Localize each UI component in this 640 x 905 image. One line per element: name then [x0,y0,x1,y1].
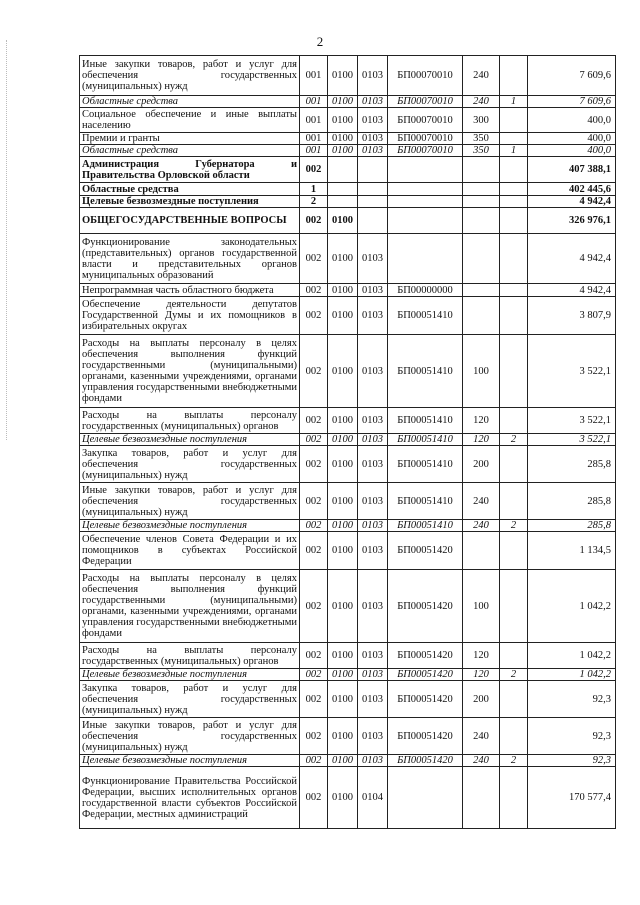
row-code-cell-c2: 0100 [328,643,358,669]
row-code-cell-c3: 0103 [358,96,388,108]
row-code-cell-c1: 002 [300,234,328,284]
row-code-cell-c3 [358,208,388,234]
row-code-cell-c1: 2 [300,196,328,208]
row-code-cell-c1: 002 [300,297,328,335]
row-code-cell-c5 [463,767,500,829]
row-code-cell-c2: 0100 [328,718,358,755]
row-code-cell-c2: 0100 [328,56,358,96]
table-row [80,718,616,755]
row-code-cell-c5 [463,297,500,335]
row-name-cell: Расходы на выплаты персоналу государственных (муниципальных) органов [80,408,300,434]
row-code-cell-c3: 0103 [358,643,388,669]
row-amount-cell: 1 042,2 [528,643,616,669]
table-row [80,133,616,145]
row-code-cell-c3: 0103 [358,434,388,446]
row-code-cell-c3: 0103 [358,446,388,483]
row-code-cell-c3: 0103 [358,56,388,96]
row-code-cell-c1: 002 [300,208,328,234]
row-code-cell-c4 [388,767,463,829]
row-code-cell-c5: 100 [463,570,500,643]
row-code-cell-c1: 002 [300,767,328,829]
table-row [80,681,616,718]
row-code-cell-c2: 0100 [328,133,358,145]
row-code-cell-c3: 0103 [358,532,388,570]
table-row [80,284,616,297]
table-row [80,434,616,446]
row-code-cell-c4: БП00051420 [388,532,463,570]
row-code-cell-c1: 002 [300,520,328,532]
row-name-cell: Закупка товаров, работ и услуг для обеспечения государственных (муниципальных) нужд [80,681,300,718]
table-row [80,335,616,408]
row-code-cell-c6 [500,532,528,570]
row-amount-cell: 92,3 [528,755,616,767]
row-code-cell-c5: 350 [463,133,500,145]
row-amount-cell: 4 942,4 [528,284,616,297]
row-code-cell-c1: 002 [300,669,328,681]
row-name-cell: Премии и гранты [80,133,300,145]
table-row [80,483,616,520]
row-code-cell-c4: БП00070010 [388,96,463,108]
row-amount-cell: 4 942,4 [528,196,616,208]
row-code-cell-c5 [463,183,500,196]
row-code-cell-c2: 0100 [328,284,358,297]
row-code-cell-c6 [500,483,528,520]
row-code-cell-c1: 002 [300,408,328,434]
row-code-cell-c4: БП00070010 [388,133,463,145]
row-amount-cell: 400,0 [528,108,616,133]
row-code-cell-c6: 2 [500,669,528,681]
row-amount-cell: 400,0 [528,145,616,157]
row-code-cell-c3: 0103 [358,681,388,718]
table-row [80,755,616,767]
row-code-cell-c3: 0103 [358,284,388,297]
row-code-cell-c1: 002 [300,157,328,183]
row-amount-cell: 3 522,1 [528,434,616,446]
row-code-cell-c5: 100 [463,335,500,408]
row-code-cell-c1: 1 [300,183,328,196]
row-code-cell-c1: 002 [300,483,328,520]
row-code-cell-c2: 0100 [328,335,358,408]
row-code-cell-c3: 0103 [358,335,388,408]
row-amount-cell: 285,8 [528,483,616,520]
row-code-cell-c6 [500,108,528,133]
table-row [80,669,616,681]
row-code-cell-c2: 0100 [328,297,358,335]
row-code-cell-c5: 240 [463,56,500,96]
row-code-cell-c6 [500,335,528,408]
row-code-cell-c2: 0100 [328,767,358,829]
table-row [80,157,616,183]
table-row [80,297,616,335]
row-code-cell-c2: 0100 [328,681,358,718]
row-code-cell-c3: 0103 [358,755,388,767]
row-code-cell-c2: 0100 [328,532,358,570]
row-name-cell: Иные закупки товаров, работ и услуг для обеспечения государственных (муниципальных) нужд [80,483,300,520]
table-row [80,183,616,196]
row-name-cell: Иные закупки товаров, работ и услуг для обеспечения государственных (муниципальных) нужд [80,56,300,96]
row-amount-cell: 3 522,1 [528,408,616,434]
row-name-cell: Функционирование законодательных (представительных) органов государственной власти и представительных органов муниципальных образований [80,234,300,284]
row-code-cell-c2 [328,183,358,196]
table-row [80,56,616,96]
row-code-cell-c1: 002 [300,718,328,755]
row-code-cell-c3: 0103 [358,718,388,755]
row-code-cell-c4: БП00070010 [388,56,463,96]
row-code-cell-c4: БП00051420 [388,718,463,755]
row-code-cell-c1: 002 [300,335,328,408]
row-name-cell: Иные закупки товаров, работ и услуг для обеспечения государственных (муниципальных) нужд [80,718,300,755]
row-code-cell-c5 [463,196,500,208]
row-code-cell-c5: 240 [463,483,500,520]
row-code-cell-c1: 002 [300,570,328,643]
row-code-cell-c3: 0103 [358,145,388,157]
row-code-cell-c2: 0100 [328,108,358,133]
row-code-cell-c1: 001 [300,145,328,157]
row-code-cell-c2 [328,157,358,183]
row-code-cell-c5: 200 [463,446,500,483]
row-code-cell-c2: 0100 [328,570,358,643]
row-amount-cell: 1 042,2 [528,570,616,643]
budget-table [79,55,616,829]
table-row [80,234,616,284]
row-code-cell-c6 [500,284,528,297]
row-name-cell: Закупка товаров, работ и услуг для обеспечения государственных (муниципальных) нужд [80,446,300,483]
row-code-cell-c1: 002 [300,643,328,669]
table-row [80,96,616,108]
row-code-cell-c5: 120 [463,434,500,446]
row-code-cell-c2: 0100 [328,446,358,483]
row-code-cell-c3: 0103 [358,234,388,284]
row-code-cell-c2: 0100 [328,434,358,446]
row-code-cell-c4 [388,196,463,208]
row-code-cell-c4: БП00051410 [388,297,463,335]
row-code-cell-c4: БП00051410 [388,520,463,532]
row-code-cell-c3: 0103 [358,108,388,133]
row-code-cell-c3: 0103 [358,570,388,643]
row-code-cell-c2: 0100 [328,208,358,234]
table-row [80,643,616,669]
row-code-cell-c2: 0100 [328,96,358,108]
row-code-cell-c6 [500,767,528,829]
row-code-cell-c4: БП00051410 [388,335,463,408]
row-code-cell-c2: 0100 [328,520,358,532]
row-name-cell: Функционирование Правительства Российской Федерации, высших исполнительных органов государственной власти субъектов Российской Федерации, местных администраций [80,767,300,829]
row-code-cell-c4: БП00070010 [388,108,463,133]
row-code-cell-c6: 1 [500,96,528,108]
row-code-cell-c2: 0100 [328,145,358,157]
row-amount-cell: 1 042,2 [528,669,616,681]
row-code-cell-c3 [358,196,388,208]
row-amount-cell: 285,8 [528,446,616,483]
page-number: 2 [316,34,324,49]
row-code-cell-c6 [500,157,528,183]
row-name-cell: Расходы на выплаты персоналу государственных (муниципальных) органов [80,643,300,669]
row-code-cell-c6 [500,718,528,755]
row-code-cell-c6 [500,570,528,643]
row-code-cell-c5 [463,532,500,570]
table-row [80,408,616,434]
row-code-cell-c3: 0104 [358,767,388,829]
row-code-cell-c3 [358,183,388,196]
row-code-cell-c5: 240 [463,520,500,532]
row-code-cell-c5: 350 [463,145,500,157]
row-code-cell-c6 [500,234,528,284]
row-code-cell-c6 [500,643,528,669]
row-name-cell: ОБЩЕГОСУДАРСТВЕННЫЕ ВОПРОСЫ [80,208,300,234]
row-code-cell-c5: 120 [463,643,500,669]
row-code-cell-c4: БП00070010 [388,145,463,157]
row-name-cell: Целевые безвозмездные поступления [80,434,300,446]
row-code-cell-c1: 002 [300,284,328,297]
row-code-cell-c4: БП00051410 [388,483,463,520]
row-code-cell-c3: 0103 [358,483,388,520]
row-code-cell-c4: БП00051420 [388,755,463,767]
row-code-cell-c1: 001 [300,56,328,96]
row-code-cell-c5: 200 [463,681,500,718]
row-code-cell-c4: БП00000000 [388,284,463,297]
row-code-cell-c1: 001 [300,108,328,133]
row-code-cell-c5 [463,157,500,183]
row-code-cell-c5: 300 [463,108,500,133]
row-code-cell-c5 [463,208,500,234]
row-name-cell: Расходы на выплаты персоналу в целях обеспечения выполнения функций государственными (муниципальными) органами, казенными учреждениями, органами управления государственными внебюджетными фондами [80,335,300,408]
row-amount-cell: 400,0 [528,133,616,145]
row-code-cell-c5 [463,234,500,284]
row-code-cell-c1: 001 [300,133,328,145]
row-amount-cell: 407 388,1 [528,157,616,183]
row-code-cell-c6 [500,297,528,335]
row-name-cell: Целевые безвозмездные поступления [80,520,300,532]
row-code-cell-c2: 0100 [328,234,358,284]
row-code-cell-c5: 240 [463,96,500,108]
row-code-cell-c5: 240 [463,755,500,767]
row-amount-cell: 7 609,6 [528,96,616,108]
row-code-cell-c4: БП00051420 [388,570,463,643]
row-code-cell-c3: 0103 [358,297,388,335]
row-amount-cell: 402 445,6 [528,183,616,196]
row-amount-cell: 326 976,1 [528,208,616,234]
row-code-cell-c4: БП00051420 [388,681,463,718]
row-code-cell-c1: 002 [300,681,328,718]
row-code-cell-c1: 002 [300,434,328,446]
row-name-cell: Обеспечение деятельности депутатов Государственной Думы и их помощников в избирательных округах [80,297,300,335]
row-name-cell: Расходы на выплаты персоналу в целях обеспечения выполнения функций государственными (муниципальными) органами, казенными учреждениями, органами управления государственными внебюджетными фондами [80,570,300,643]
margin-scan-mark [6,40,8,440]
row-amount-cell: 7 609,6 [528,56,616,96]
row-code-cell-c6 [500,183,528,196]
row-code-cell-c6: 2 [500,755,528,767]
row-code-cell-c1: 002 [300,446,328,483]
row-code-cell-c6 [500,208,528,234]
row-code-cell-c3 [358,157,388,183]
row-code-cell-c4: БП00051410 [388,408,463,434]
row-code-cell-c3: 0103 [358,408,388,434]
row-name-cell: Администрация Губернатора и Правительства Орловской области [80,157,300,183]
row-name-cell: Областные средства [80,145,300,157]
row-amount-cell: 92,3 [528,681,616,718]
table-row [80,532,616,570]
row-code-cell-c6: 1 [500,145,528,157]
row-name-cell: Целевые безвозмездные поступления [80,755,300,767]
row-code-cell-c6: 2 [500,520,528,532]
row-amount-cell: 170 577,4 [528,767,616,829]
row-code-cell-c2 [328,196,358,208]
row-code-cell-c1: 002 [300,755,328,767]
row-amount-cell: 3 522,1 [528,335,616,408]
table-row [80,196,616,208]
row-code-cell-c4: БП00051420 [388,643,463,669]
row-code-cell-c6 [500,56,528,96]
row-code-cell-c4: БП00051420 [388,669,463,681]
table-row [80,108,616,133]
row-code-cell-c3: 0103 [358,133,388,145]
row-code-cell-c5: 120 [463,408,500,434]
row-name-cell: Областные средства [80,183,300,196]
row-amount-cell: 285,8 [528,520,616,532]
row-code-cell-c1: 001 [300,96,328,108]
row-name-cell: Областные средства [80,96,300,108]
row-code-cell-c4 [388,208,463,234]
row-amount-cell: 4 942,4 [528,234,616,284]
row-code-cell-c3: 0103 [358,520,388,532]
table-row [80,446,616,483]
row-code-cell-c6 [500,408,528,434]
row-name-cell: Социальное обеспечение и иные выплаты населению [80,108,300,133]
row-code-cell-c1: 002 [300,532,328,570]
row-code-cell-c4 [388,183,463,196]
row-code-cell-c6 [500,196,528,208]
table-row [80,767,616,829]
row-code-cell-c4 [388,157,463,183]
row-amount-cell: 3 807,9 [528,297,616,335]
row-code-cell-c2: 0100 [328,408,358,434]
row-amount-cell: 1 134,5 [528,532,616,570]
row-code-cell-c2: 0100 [328,483,358,520]
table-row [80,570,616,643]
row-code-cell-c5: 120 [463,669,500,681]
row-code-cell-c6 [500,133,528,145]
row-name-cell: Обеспечение членов Совета Федерации и их помощников в субъектах Российской Федерации [80,532,300,570]
table-row [80,520,616,532]
row-code-cell-c5: 240 [463,718,500,755]
row-code-cell-c4: БП00051410 [388,446,463,483]
row-code-cell-c6 [500,446,528,483]
row-code-cell-c4: БП00051410 [388,434,463,446]
row-code-cell-c5 [463,284,500,297]
row-name-cell: Непрограммная часть областного бюджета [80,284,300,297]
row-code-cell-c2: 0100 [328,669,358,681]
row-code-cell-c6: 2 [500,434,528,446]
table-row [80,208,616,234]
row-code-cell-c3: 0103 [358,669,388,681]
row-code-cell-c2: 0100 [328,755,358,767]
row-code-cell-c4 [388,234,463,284]
row-name-cell: Целевые безвозмездные поступления [80,196,300,208]
row-code-cell-c6 [500,681,528,718]
row-amount-cell: 92,3 [528,718,616,755]
row-name-cell: Целевые безвозмездные поступления [80,669,300,681]
table-row [80,145,616,157]
budget-table-body [80,56,616,829]
